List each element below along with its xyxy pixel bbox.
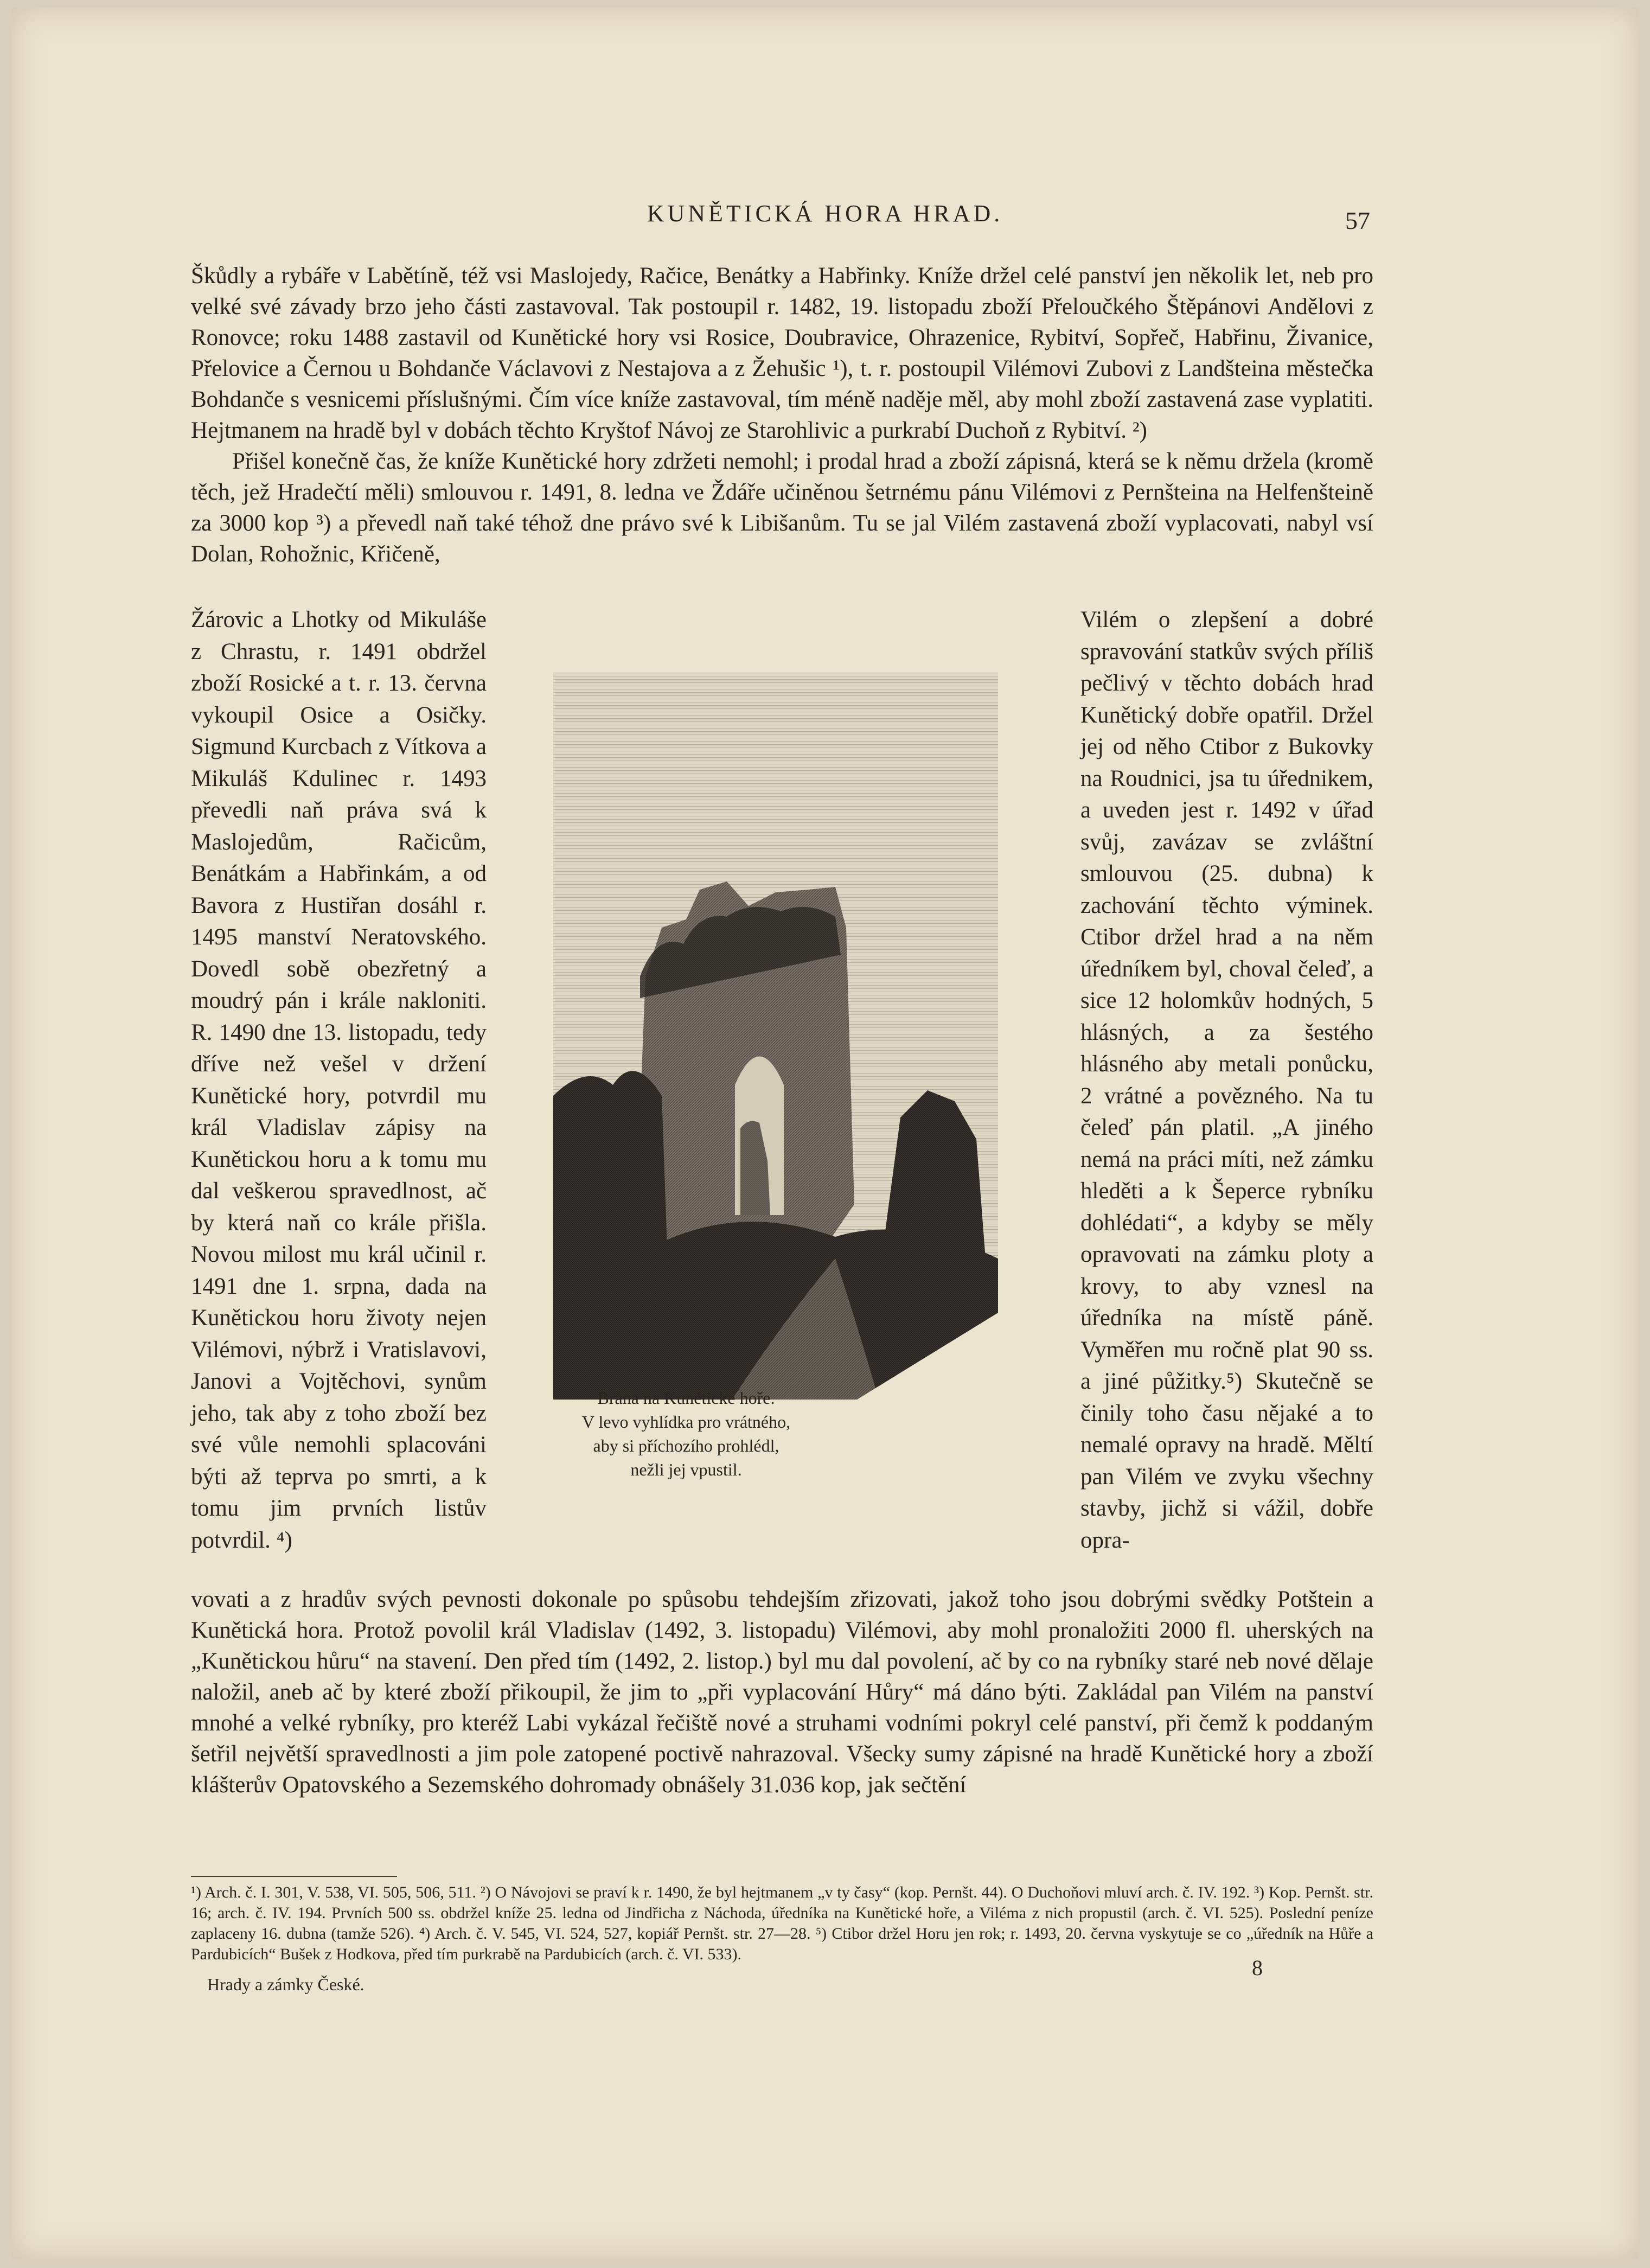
column-left — [191, 604, 487, 1556]
page-number: 57 — [1345, 207, 1370, 234]
paragraph-2: Přišel konečně čas, že kníže Kunětické hory zdržeti nemohl; i prodal hrad a zboží zápisná, která se k němu držela (kromě těch, jež Hradečtí měli) smlouvou r. 1491, 8. ledna ve Ždáře učiněnou šetrnému pánu Vilémovi z Pernšteina na Helfenšteině za 3000 kop ³) a převedl naň také téhož dne právo své k Libišanům. Tu se jal Vilém zastavená zboží vyplacovati, nabyl vsí Dolan, Rohožnic, Křičeně, — [191, 449, 1373, 567]
body-text-bottom — [191, 1584, 1373, 1800]
figure-caption — [534, 1386, 838, 1481]
caption-line-4: nežli jej vpustil. — [630, 1460, 742, 1479]
sheet-number: 8 — [1252, 1956, 1263, 1980]
caption-line-1: Brána na Kunětické hoře. — [597, 1388, 775, 1408]
castle-gate-engraving — [553, 673, 998, 1400]
paragraph-1: Škůdly a rybáře v Labětíně, též vsi Maslojedy, Račice, Benátky a Habřinky. Kníže držel celé panství jen několik let, neb pro velké své závady brzo jeho části zastavoval. Tak postoupil r. 1482, 19. listopadu zboží Přeloučkého Štěpánovi Andělovi z Ronovce; roku 1488 zastavil od Kunětické hory vsi Rosice, Doubravice, Ohrazenice, Rybitví, Sopřeč, Habřinu, Živanice, Přelovice a Černou u Bohdanče Václavovi z Nestajova a z Žehušic ¹), t. r. postoupil Vilémovi Zubovi z Landšteina městečka Bohdanče s vesnicemi příslušnými. Čím více kníže zastavoval, tím méně naděje měl, aby mohl zboží zastavená zase vyplatiti. Hejtmanem na hradě byl v dobách těchto Kryštof Návoj ze Starohlivic a purkrabí Duchoň z Rybitví. ²) — [191, 263, 1373, 443]
running-header: KUNĚTICKÁ HORA HRAD. — [647, 200, 1003, 227]
column-right-text: Vilém o zlepšení a dobré spravování statkův svých příliš pečlivý v těchto dobách hrad Kunětický dobře opatřil. Držel jej od něho Ctibor z Bukovky na Roudnici, jsa tu úřednikem, a uveden jest r. 1492 v úřad svůj, zavázav se zvláštní smlouvou (25. dubna) k zachování těchto výminek. Ctibor držel hrad a na něm úředníkem byl, choval čeleď, a sice 12 holomkův hodných, 5 hlásných, a za šestého hlásného aby metali ponůcku, 2 vrátné a povězného. Na tu čeleď pán platil. „A jiného nemá na práci míti, než zámku hleděti a k Šeperce rybníku dohlédati“, a kdyby se měly opravovati na zámku ploty a krovy, to aby vznesl na úředníka na místě páně. Vyměřen mu ročně plat 90 ss. a jiné půžitky.⁵) Skutečně se činily toho času nějaké a to nemalé opravy na hradě. Měltí pan Vilém ve zvyku všechny stavby, jichž si vážil, dobře opra- — [1080, 607, 1373, 1553]
footnote-rule — [191, 1876, 397, 1877]
footnotes-text: ¹) Arch. č. I. 301, V. 538, VI. 505, 506, 511. ²) O Návojovi se praví k r. 1490, že byl hejtmanem „v ty časy“ (kop. Pernšt. 44). O Duchoňovi mluví arch. č. IV. 192. ³) Kop. Pernšt. str. 16; arch. č. IV. 194. Prvních 500 ss. obdržel kníže 25. ledna od Jindřicha z Náchoda, úředníka na Kunětické hoře, a Viléma z nich propustil (arch. č. VI. 525). Poslední peníze zaplaceny 16. dubna (tamže 526). ⁴) Arch. č. V. 545, VI. 524, 527, kopiář Pernšt. str. 27—28. ⁵) Ctibor držel Horu jen rok; r. 1493, 20. června vyskytuje se co „úředník na Hůře a Pardubicích“ Bušek z Hodkova, před tím purkrabě na Pardubicích (arch. č. VI. 533). — [191, 1883, 1373, 1963]
footnotes — [191, 1882, 1373, 1965]
column-left-text: Žárovic a Lhotky od Mikuláše z Chrastu, r. 1491 obdržel zboží Rosické a t. r. 13. června vykoupil Osice a Osičky. Sigmund Kurcbach z Vítkova a Mikuláš Kdulinec r. 1493 převedli naň práva svá k Maslojedům, Račicům, Benátkám a Habřinkám, a od Bavora z Hustiřan dosáhl r. 1495 manství Neratovského. Dovedl sobě obezřetný a moudrý pán i krále nakloniti. R. 1490 dne 13. listopadu, tedy dříve než vešel v držení Kunětické hory, potvrdil mu král Vladislav zápisy na Kunětickou horu a k tomu mu dal veškerou spravedlnost, ač by která naň co krále přišla. Novou milost mu král učinil r. 1491 dne 1. srpna, dada na Kunětickou horu životy nejen Vilémovi, nýbrž i Vratislavovi, Janovi a Vojtěchovi, synům jeho, tak aby z toho zboží bez své vůle nemohli splacováni býti až teprva po smrti, a k tomu jim prvních listův potvrdil. ⁴) — [191, 607, 487, 1553]
caption-line-3: aby si příchozího prohlédl, — [593, 1436, 779, 1455]
caption-line-2: V levo vyhlídka pro vrátného, — [581, 1412, 791, 1432]
engraving-illustration — [553, 673, 998, 1503]
footer-signature: Hrady a zámky České. — [207, 1975, 364, 1994]
column-right — [1080, 604, 1373, 1556]
body-text-top — [191, 260, 1373, 570]
paragraph-bottom: vovati a z hradův svých pevnosti dokonale po spůsobu tehdejším zřizovati, jakož toho jsou dobrými svědky Potštein a Kunětická hora. Protož povolil král Vladislav (1492, 3. listopadu) Vilémovi, aby mohl pronaložiti 2000 fl. uherských na „Kunětickou hůru“ na stavení. Den před tím (1492, 2. listop.) byl mu dal povolení, ač by co na rybníky staré neb nové dělaje naložil, aneb ač by které zboží přikoupil, že jim to „při vyplacování Hůry“ má dáno býti. Zakládal pan Vilém na panství mnohé a velké rybníky, pro kteréž Labi vykázal řečiště nové a struhami vodními pokryl celé panství, při čemž k poddaným šetřil největší spravedlnosti a jim pole zatopené poctivě nahrazoval. Všecky sumy zápisné na hradě Kunětické hory a zboží klášterův Opatovského a Sezemského dohromady obnášely 31.036 kop, jak sečtění — [191, 1587, 1373, 1798]
